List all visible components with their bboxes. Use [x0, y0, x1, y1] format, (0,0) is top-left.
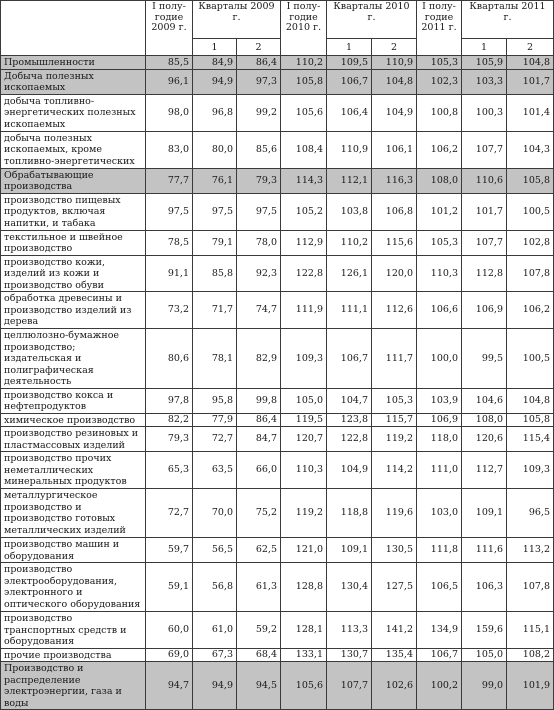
table-row — [1, 230, 554, 255]
value-cell: 84,7 — [237, 427, 281, 452]
value-cell: 112,6 — [372, 292, 417, 329]
value-cell: 106,3 — [462, 563, 507, 612]
row-label: металлургическое производство и производство готовых металлических изделий — [1, 489, 146, 538]
value-cell: 97,5 — [237, 193, 281, 230]
header-q2-2009: 2 — [237, 39, 281, 56]
value-cell: 61,3 — [237, 563, 281, 612]
value-cell: 133,1 — [281, 648, 327, 662]
table-row — [1, 538, 554, 563]
row-label: производство транспортных средств и оборудования — [1, 612, 146, 649]
value-cell: 106,9 — [462, 292, 507, 329]
value-cell: 102,6 — [372, 662, 417, 710]
value-cell: 65,3 — [146, 452, 193, 489]
row-label: производство электрооборудования, электронного и оптического оборудования — [1, 563, 146, 612]
value-cell: 102,3 — [417, 69, 462, 94]
header-blank-cell — [1, 1, 146, 56]
value-cell: 134,9 — [417, 612, 462, 649]
value-cell: 120,0 — [372, 255, 417, 292]
value-cell: 79,3 — [237, 168, 281, 193]
value-cell: 119,5 — [281, 413, 327, 427]
table-row — [1, 662, 554, 710]
value-cell: 84,9 — [193, 56, 237, 70]
value-cell: 59,7 — [146, 538, 193, 563]
value-cell: 105,8 — [281, 69, 327, 94]
value-cell: 100,3 — [462, 94, 507, 131]
value-cell: 112,7 — [462, 452, 507, 489]
value-cell: 82,9 — [237, 329, 281, 389]
value-cell: 110,6 — [462, 168, 507, 193]
row-label: производство прочих неметаллических минеральных продуктов — [1, 452, 146, 489]
value-cell: 109,1 — [327, 538, 372, 563]
table-row — [1, 255, 554, 292]
value-cell: 74,7 — [237, 292, 281, 329]
value-cell: 68,4 — [237, 648, 281, 662]
value-cell: 113,3 — [327, 612, 372, 649]
value-cell: 85,5 — [146, 56, 193, 70]
row-label: Промышленности — [1, 56, 146, 70]
value-cell: 126,1 — [327, 255, 372, 292]
header-h1-2010: I полу-годие 2010 г. — [281, 1, 327, 56]
value-cell: 159,6 — [462, 612, 507, 649]
table-row — [1, 292, 554, 329]
value-cell: 110,9 — [372, 56, 417, 70]
table-row — [1, 563, 554, 612]
value-cell: 111,7 — [372, 329, 417, 389]
value-cell: 96,1 — [146, 69, 193, 94]
row-label: химическое производство — [1, 413, 146, 427]
value-cell: 79,1 — [193, 230, 237, 255]
value-cell: 76,1 — [193, 168, 237, 193]
value-cell: 109,3 — [281, 329, 327, 389]
header-q1-2010: 1 — [327, 39, 372, 56]
value-cell: 69,0 — [146, 648, 193, 662]
table-row — [1, 648, 554, 662]
value-cell: 130,7 — [327, 648, 372, 662]
value-cell: 99,8 — [237, 388, 281, 413]
row-label: производство кожи, изделий из кожи и производство обуви — [1, 255, 146, 292]
value-cell: 108,2 — [507, 648, 554, 662]
value-cell: 109,5 — [327, 56, 372, 70]
value-cell: 100,5 — [507, 329, 554, 389]
value-cell: 83,0 — [146, 131, 193, 168]
row-label: производство резиновых и пластмассовых изделий — [1, 427, 146, 452]
value-cell: 101,4 — [507, 94, 554, 131]
value-cell: 108,4 — [281, 131, 327, 168]
value-cell: 103,8 — [327, 193, 372, 230]
value-cell: 99,5 — [462, 329, 507, 389]
value-cell: 111,1 — [327, 292, 372, 329]
value-cell: 95,8 — [193, 388, 237, 413]
value-cell: 120,7 — [281, 427, 327, 452]
value-cell: 100,5 — [507, 193, 554, 230]
value-cell: 114,2 — [372, 452, 417, 489]
row-label: Производство и распределение электроэнергии, газа и воды — [1, 662, 146, 710]
row-label: целлюлозно-бумажное производство; издательская и полиграфическая деятельность — [1, 329, 146, 389]
value-cell: 109,1 — [462, 489, 507, 538]
value-cell: 61,0 — [193, 612, 237, 649]
value-cell: 103,3 — [462, 69, 507, 94]
value-cell: 108,0 — [417, 168, 462, 193]
value-cell: 115,7 — [372, 413, 417, 427]
value-cell: 97,3 — [237, 69, 281, 94]
value-cell: 122,8 — [327, 427, 372, 452]
value-cell: 118,8 — [327, 489, 372, 538]
value-cell: 115,1 — [507, 612, 554, 649]
value-cell: 101,7 — [507, 69, 554, 94]
value-cell: 105,0 — [281, 388, 327, 413]
value-cell: 71,7 — [193, 292, 237, 329]
value-cell: 101,7 — [462, 193, 507, 230]
value-cell: 91,1 — [146, 255, 193, 292]
value-cell: 75,2 — [237, 489, 281, 538]
value-cell: 123,8 — [327, 413, 372, 427]
value-cell: 72,7 — [193, 427, 237, 452]
value-cell: 104,8 — [507, 56, 554, 70]
value-cell: 73,2 — [146, 292, 193, 329]
value-cell: 105,8 — [507, 413, 554, 427]
value-cell: 105,3 — [417, 230, 462, 255]
value-cell: 105,9 — [462, 56, 507, 70]
value-cell: 111,0 — [417, 452, 462, 489]
value-cell: 80,0 — [193, 131, 237, 168]
value-cell: 122,8 — [281, 255, 327, 292]
header-h1-2009: I полу-годие 2009 г. — [146, 1, 193, 56]
value-cell: 62,5 — [237, 538, 281, 563]
row-label: Обрабатывающие производства — [1, 168, 146, 193]
table-row — [1, 69, 554, 94]
value-cell: 85,8 — [193, 255, 237, 292]
table-row — [1, 131, 554, 168]
value-cell: 106,7 — [417, 648, 462, 662]
value-cell: 92,3 — [237, 255, 281, 292]
value-cell: 120,6 — [462, 427, 507, 452]
table-row — [1, 413, 554, 427]
value-cell: 86,4 — [237, 413, 281, 427]
row-label: добыча полезных ископаемых, кроме топливно-энергетических — [1, 131, 146, 168]
value-cell: 78,0 — [237, 230, 281, 255]
value-cell: 77,9 — [193, 413, 237, 427]
value-cell: 112,9 — [281, 230, 327, 255]
value-cell: 113,2 — [507, 538, 554, 563]
value-cell: 94,9 — [193, 662, 237, 710]
value-cell: 106,2 — [417, 131, 462, 168]
value-cell: 111,9 — [281, 292, 327, 329]
value-cell: 60,0 — [146, 612, 193, 649]
row-label: добыча топливно-энергетических полезных ископаемых — [1, 94, 146, 131]
value-cell: 97,8 — [146, 388, 193, 413]
row-label: производство пищевых продуктов, включая напитки, и табака — [1, 193, 146, 230]
value-cell: 141,2 — [372, 612, 417, 649]
value-cell: 105,2 — [281, 193, 327, 230]
value-cell: 82,2 — [146, 413, 193, 427]
value-cell: 109,3 — [507, 452, 554, 489]
value-cell: 104,6 — [462, 388, 507, 413]
value-cell: 101,2 — [417, 193, 462, 230]
table-row — [1, 94, 554, 131]
value-cell: 112,1 — [327, 168, 372, 193]
value-cell: 105,8 — [507, 168, 554, 193]
value-cell: 112,8 — [462, 255, 507, 292]
value-cell: 94,7 — [146, 662, 193, 710]
value-cell: 99,0 — [462, 662, 507, 710]
value-cell: 100,8 — [417, 94, 462, 131]
value-cell: 110,3 — [417, 255, 462, 292]
value-cell: 105,3 — [372, 388, 417, 413]
value-cell: 106,4 — [327, 94, 372, 131]
value-cell: 135,4 — [372, 648, 417, 662]
table-body — [1, 56, 554, 710]
value-cell: 106,7 — [327, 329, 372, 389]
value-cell: 67,3 — [193, 648, 237, 662]
value-cell: 102,8 — [507, 230, 554, 255]
value-cell: 96,5 — [507, 489, 554, 538]
table-row — [1, 452, 554, 489]
value-cell: 63,5 — [193, 452, 237, 489]
value-cell: 121,0 — [281, 538, 327, 563]
value-cell: 119,2 — [372, 427, 417, 452]
value-cell: 107,7 — [462, 230, 507, 255]
row-label: текстильное и швейное производство — [1, 230, 146, 255]
value-cell: 106,5 — [417, 563, 462, 612]
value-cell: 104,9 — [372, 94, 417, 131]
value-cell: 94,9 — [193, 69, 237, 94]
value-cell: 77,7 — [146, 168, 193, 193]
value-cell: 80,6 — [146, 329, 193, 389]
value-cell: 119,2 — [281, 489, 327, 538]
value-cell: 127,5 — [372, 563, 417, 612]
value-cell: 94,5 — [237, 662, 281, 710]
table-row — [1, 193, 554, 230]
value-cell: 107,7 — [462, 131, 507, 168]
value-cell: 97,5 — [193, 193, 237, 230]
header-q2-2011: 2 — [507, 39, 554, 56]
value-cell: 106,6 — [417, 292, 462, 329]
value-cell: 110,2 — [327, 230, 372, 255]
value-cell: 106,9 — [417, 413, 462, 427]
table-row — [1, 168, 554, 193]
value-cell: 104,3 — [507, 131, 554, 168]
table-row — [1, 56, 554, 70]
value-cell: 110,3 — [281, 452, 327, 489]
value-cell: 105,6 — [281, 662, 327, 710]
value-cell: 107,8 — [507, 563, 554, 612]
value-cell: 70,0 — [193, 489, 237, 538]
table-row — [1, 329, 554, 389]
value-cell: 105,3 — [417, 56, 462, 70]
header-h1-2011: I полу-годие 2011 г. — [417, 1, 462, 56]
value-cell: 105,6 — [281, 94, 327, 131]
value-cell: 86,4 — [237, 56, 281, 70]
table-row — [1, 489, 554, 538]
value-cell: 105,0 — [462, 648, 507, 662]
value-cell: 104,9 — [327, 452, 372, 489]
value-cell: 100,2 — [417, 662, 462, 710]
value-cell: 100,0 — [417, 329, 462, 389]
value-cell: 79,3 — [146, 427, 193, 452]
header-quarters-2010: Кварталы 2010 г. — [327, 1, 417, 39]
value-cell: 103,0 — [417, 489, 462, 538]
value-cell: 110,9 — [327, 131, 372, 168]
value-cell: 103,9 — [417, 388, 462, 413]
value-cell: 115,6 — [372, 230, 417, 255]
value-cell: 128,1 — [281, 612, 327, 649]
value-cell: 85,6 — [237, 131, 281, 168]
value-cell: 114,3 — [281, 168, 327, 193]
value-cell: 130,4 — [327, 563, 372, 612]
value-cell: 106,8 — [372, 193, 417, 230]
value-cell: 66,0 — [237, 452, 281, 489]
table-row — [1, 612, 554, 649]
row-label: Добыча полезных ископаемых — [1, 69, 146, 94]
value-cell: 72,7 — [146, 489, 193, 538]
header-q2-2010: 2 — [372, 39, 417, 56]
value-cell: 98,0 — [146, 94, 193, 131]
value-cell: 104,8 — [372, 69, 417, 94]
row-label: прочие производства — [1, 648, 146, 662]
header-q1-2011: 1 — [462, 39, 507, 56]
header-quarters-2011: Кварталы 2011 г. — [462, 1, 554, 39]
header-quarters-2009: Кварталы 2009 г. — [193, 1, 281, 39]
value-cell: 56,5 — [193, 538, 237, 563]
value-cell: 116,3 — [372, 168, 417, 193]
value-cell: 59,1 — [146, 563, 193, 612]
value-cell: 104,7 — [327, 388, 372, 413]
value-cell: 119,6 — [372, 489, 417, 538]
value-cell: 78,1 — [193, 329, 237, 389]
table-row — [1, 427, 554, 452]
value-cell: 96,8 — [193, 94, 237, 131]
value-cell: 130,5 — [372, 538, 417, 563]
value-cell: 111,6 — [462, 538, 507, 563]
value-cell: 99,2 — [237, 94, 281, 131]
value-cell: 110,2 — [281, 56, 327, 70]
value-cell: 106,1 — [372, 131, 417, 168]
row-label: обработка древесины и производство изделий из дерева — [1, 292, 146, 329]
table-row — [1, 388, 554, 413]
value-cell: 118,0 — [417, 427, 462, 452]
row-label: производство машин и оборудования — [1, 538, 146, 563]
value-cell: 107,8 — [507, 255, 554, 292]
value-cell: 106,2 — [507, 292, 554, 329]
value-cell: 111,8 — [417, 538, 462, 563]
header-q1-2009: 1 — [193, 39, 237, 56]
value-cell: 108,0 — [462, 413, 507, 427]
value-cell: 107,7 — [327, 662, 372, 710]
value-cell: 115,4 — [507, 427, 554, 452]
value-cell: 97,5 — [146, 193, 193, 230]
value-cell: 78,5 — [146, 230, 193, 255]
row-label: производство кокса и нефтепродуктов — [1, 388, 146, 413]
value-cell: 59,2 — [237, 612, 281, 649]
value-cell: 101,9 — [507, 662, 554, 710]
value-cell: 104,8 — [507, 388, 554, 413]
value-cell: 56,8 — [193, 563, 237, 612]
value-cell: 128,8 — [281, 563, 327, 612]
value-cell: 106,7 — [327, 69, 372, 94]
